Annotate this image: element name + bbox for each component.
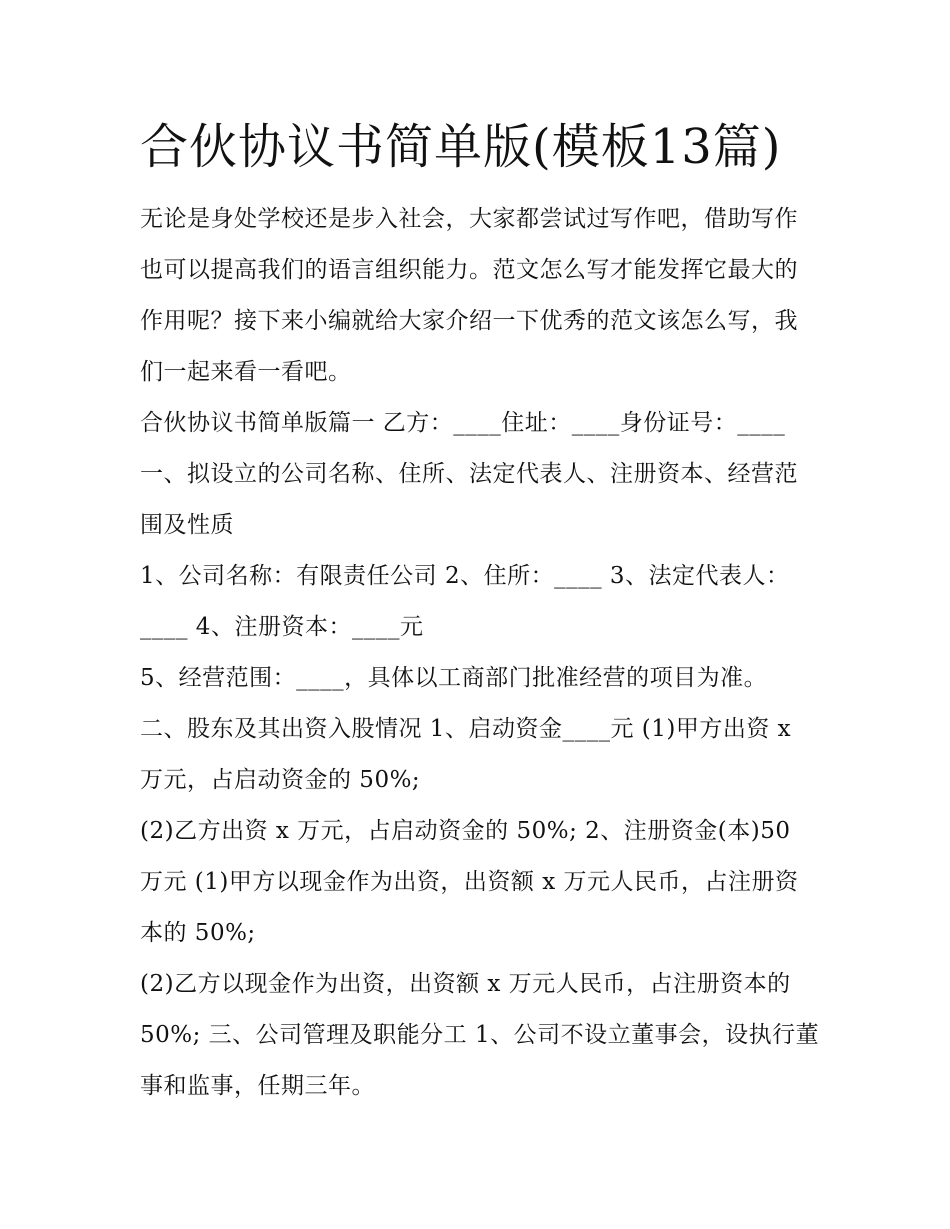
paragraph-management: (2)乙方以现金作为出资，出资额 x 万元人民币，占注册资本的 50%; 三、公司管理及职能分工 1、公司不设立董事会，设执行董事和监事，任期三年。	[140, 971, 820, 1099]
paragraph-capital-contribution: 二、股东及其出资入股情况 1、启动资金____元 (1)甲方出资 x 万元，占启动资金的 50%;	[140, 716, 792, 793]
paragraph-intro: 无论是身处学校还是步入社会，大家都尝试过写作吧，借助写作也可以提高我们的语言组织能力。范文怎么写才能发挥它最大的作用呢？接下来小编就给大家介绍一下优秀的范文该怎么写，我们一起来看一看吧。	[140, 206, 798, 385]
document-body	[140, 194, 820, 1112]
paragraph-registered-capital: (2)乙方出资 x 万元，占启动资金的 50%; 2、注册资金(本)50 万元 (1)甲方以现金作为出资，出资额 x 万元人民币，占注册资本的 50%;	[140, 818, 799, 946]
paragraph-parties: 合伙协议书简单版篇一 乙方：____住址：____身份证号：____ 一、拟设立的公司名称、住所、法定代表人、注册资本、经营范围及性质	[140, 410, 798, 538]
document-title: 合伙协议书简单版(模板13篇)	[140, 119, 782, 175]
paragraph-company-info: 1、公司名称：有限责任公司 2、住所：____ 3、法定代表人：____ 4、注册资本：____元	[140, 563, 790, 640]
paragraph-business-scope: 5、经营范围：____，具体以工商部门批准经营的项目为准。	[140, 665, 768, 691]
document-page	[140, 108, 820, 1112]
